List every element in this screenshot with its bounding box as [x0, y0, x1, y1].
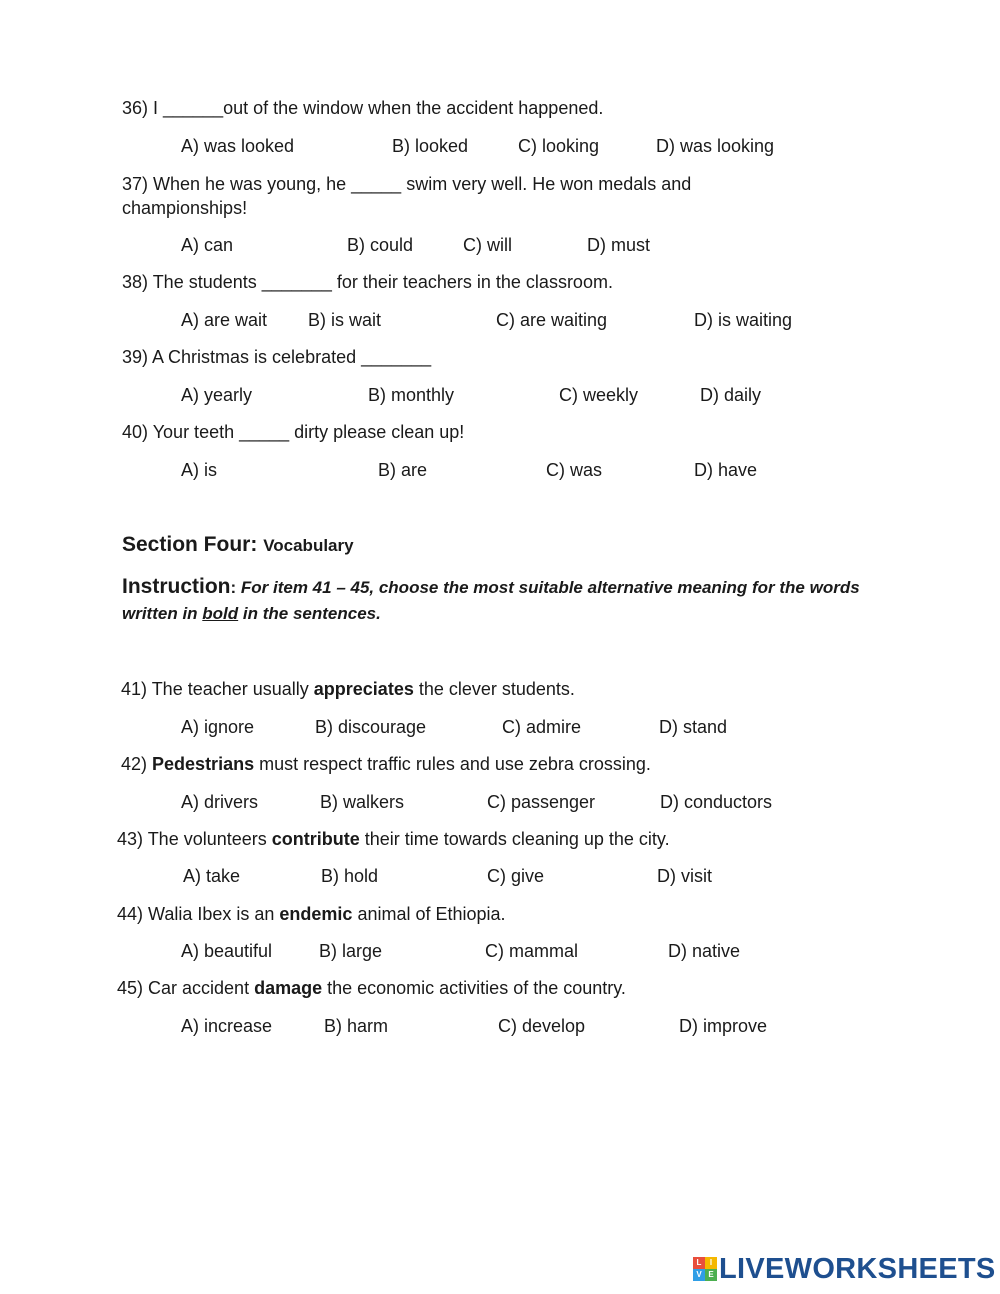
option-43-b[interactable]: B) hold	[321, 866, 379, 886]
question-36	[122, 96, 603, 120]
option-44-c[interactable]: C) mammal	[485, 941, 578, 961]
option-38-d[interactable]: D) is waiting	[694, 310, 793, 330]
logo-mark-letter: E	[705, 1269, 717, 1281]
option-42-b[interactable]: B) walkers	[320, 792, 405, 812]
option-39-a[interactable]: A) yearly	[181, 385, 253, 405]
question-bold-word: Pedestrians	[152, 754, 255, 774]
option-44-d[interactable]: D) native	[668, 941, 741, 961]
instruction-colon: :	[230, 578, 237, 597]
option-44-b[interactable]: B) large	[319, 941, 383, 961]
question-text: When he was young, he _____ swim very well. He won medals and championships!	[122, 174, 692, 218]
option-45-d[interactable]: D) improve	[679, 1016, 768, 1036]
option-45-a[interactable]: A) increase	[181, 1016, 273, 1036]
option-42-a[interactable]: A) drivers	[181, 792, 259, 812]
instruction-label: Instruction	[122, 575, 231, 598]
option-37-b[interactable]: B) could	[347, 235, 414, 255]
question-text-post: animal of Ethiopia.	[352, 904, 506, 924]
question-43	[117, 827, 670, 851]
question-number: 45)	[117, 978, 144, 998]
option-38-c[interactable]: C) are waiting	[496, 310, 608, 330]
question-text-pre: The teacher usually	[147, 679, 314, 699]
option-45-b[interactable]: B) harm	[324, 1016, 389, 1036]
option-45-c[interactable]: C) develop	[498, 1016, 586, 1036]
instruction-underlined: bold	[202, 604, 239, 623]
option-39-c[interactable]: C) weekly	[559, 385, 639, 405]
option-43-d[interactable]: D) visit	[657, 866, 712, 886]
option-40-b[interactable]: B) are	[378, 460, 428, 480]
option-41-b[interactable]: B) discourage	[315, 717, 427, 737]
section-subtitle: Vocabulary	[263, 536, 354, 555]
question-39	[122, 345, 431, 369]
question-41	[121, 677, 575, 701]
question-bold-word: endemic	[279, 904, 353, 924]
question-44	[117, 902, 506, 926]
option-40-c[interactable]: C) was	[546, 460, 603, 480]
question-bold-word: damage	[254, 978, 323, 998]
question-text: Your teeth _____ dirty please clean up!	[148, 422, 465, 442]
option-44-a[interactable]: A) beautiful	[181, 941, 273, 961]
instruction-text-2: in the sentences.	[238, 604, 381, 623]
question-number: 40)	[122, 422, 149, 442]
option-40-d[interactable]: D) have	[694, 460, 758, 480]
section-heading	[122, 533, 354, 557]
logo-mark-letter: L	[693, 1257, 705, 1269]
option-38-b[interactable]: B) is wait	[308, 310, 382, 330]
option-39-d[interactable]: D) daily	[700, 385, 762, 405]
question-number: 42)	[121, 754, 148, 774]
option-36-b[interactable]: B) looked	[392, 136, 469, 156]
question-bold-word: appreciates	[313, 679, 414, 699]
option-38-a[interactable]: A) are wait	[181, 310, 268, 330]
question-number: 37)	[122, 174, 149, 194]
logo-mark-letter: I	[705, 1257, 717, 1269]
option-36-c[interactable]: C) looking	[518, 136, 600, 156]
option-42-d[interactable]: D) conductors	[660, 792, 773, 812]
question-text: I ______out of the window when the accident happened.	[148, 98, 604, 118]
question-text-pre: Walia Ibex is an	[143, 904, 280, 924]
question-text-post: the clever students.	[413, 679, 575, 699]
logo-mark-letter: V	[693, 1269, 705, 1281]
question-bold-word: contribute	[271, 829, 360, 849]
question-number: 43)	[117, 829, 144, 849]
question-number: 36)	[122, 98, 149, 118]
option-36-a[interactable]: A) was looked	[181, 136, 295, 156]
question-text-pre: The volunteers	[143, 829, 272, 849]
question-text: A Christmas is celebrated _______	[148, 347, 432, 367]
option-39-b[interactable]: B) monthly	[368, 385, 455, 405]
instruction-text-1: For item 41 – 45, choose the most suitable alternative meaning for the words written in	[122, 578, 860, 623]
question-text: The students _______ for their teachers in the classroom.	[148, 272, 613, 292]
option-43-a[interactable]: A) take	[183, 866, 241, 886]
question-45	[117, 976, 626, 1000]
question-number: 41)	[121, 679, 148, 699]
question-37	[122, 172, 762, 220]
question-40	[122, 420, 464, 444]
logo-mark-icon	[693, 1257, 717, 1281]
option-37-d[interactable]: D) must	[587, 235, 650, 255]
instruction-block	[122, 574, 882, 627]
option-41-d[interactable]: D) stand	[659, 717, 728, 737]
option-37-a[interactable]: A) can	[181, 235, 234, 255]
question-42	[121, 752, 651, 776]
question-number: 39)	[122, 347, 149, 367]
question-38	[122, 270, 613, 294]
question-text-pre: Car accident	[143, 978, 255, 998]
option-40-a[interactable]: A) is	[181, 460, 217, 480]
option-36-d[interactable]: D) was looking	[656, 136, 775, 156]
section-title: Section Four:	[122, 533, 258, 556]
question-text-post: must respect traffic rules and use zebra crossing.	[254, 754, 651, 774]
question-number: 38)	[122, 272, 149, 292]
question-text-post: the economic activities of the country.	[322, 978, 626, 998]
logo-text: LIVEWORKSHEETS	[719, 1252, 996, 1285]
option-37-c[interactable]: C) will	[463, 235, 512, 255]
liveworksheets-logo	[693, 1254, 996, 1284]
option-41-a[interactable]: A) ignore	[181, 717, 255, 737]
question-number: 44)	[117, 904, 144, 924]
option-43-c[interactable]: C) give	[487, 866, 545, 886]
option-42-c[interactable]: C) passenger	[487, 792, 596, 812]
question-text-post: their time towards cleaning up the city.	[359, 829, 670, 849]
option-41-c[interactable]: C) admire	[502, 717, 582, 737]
